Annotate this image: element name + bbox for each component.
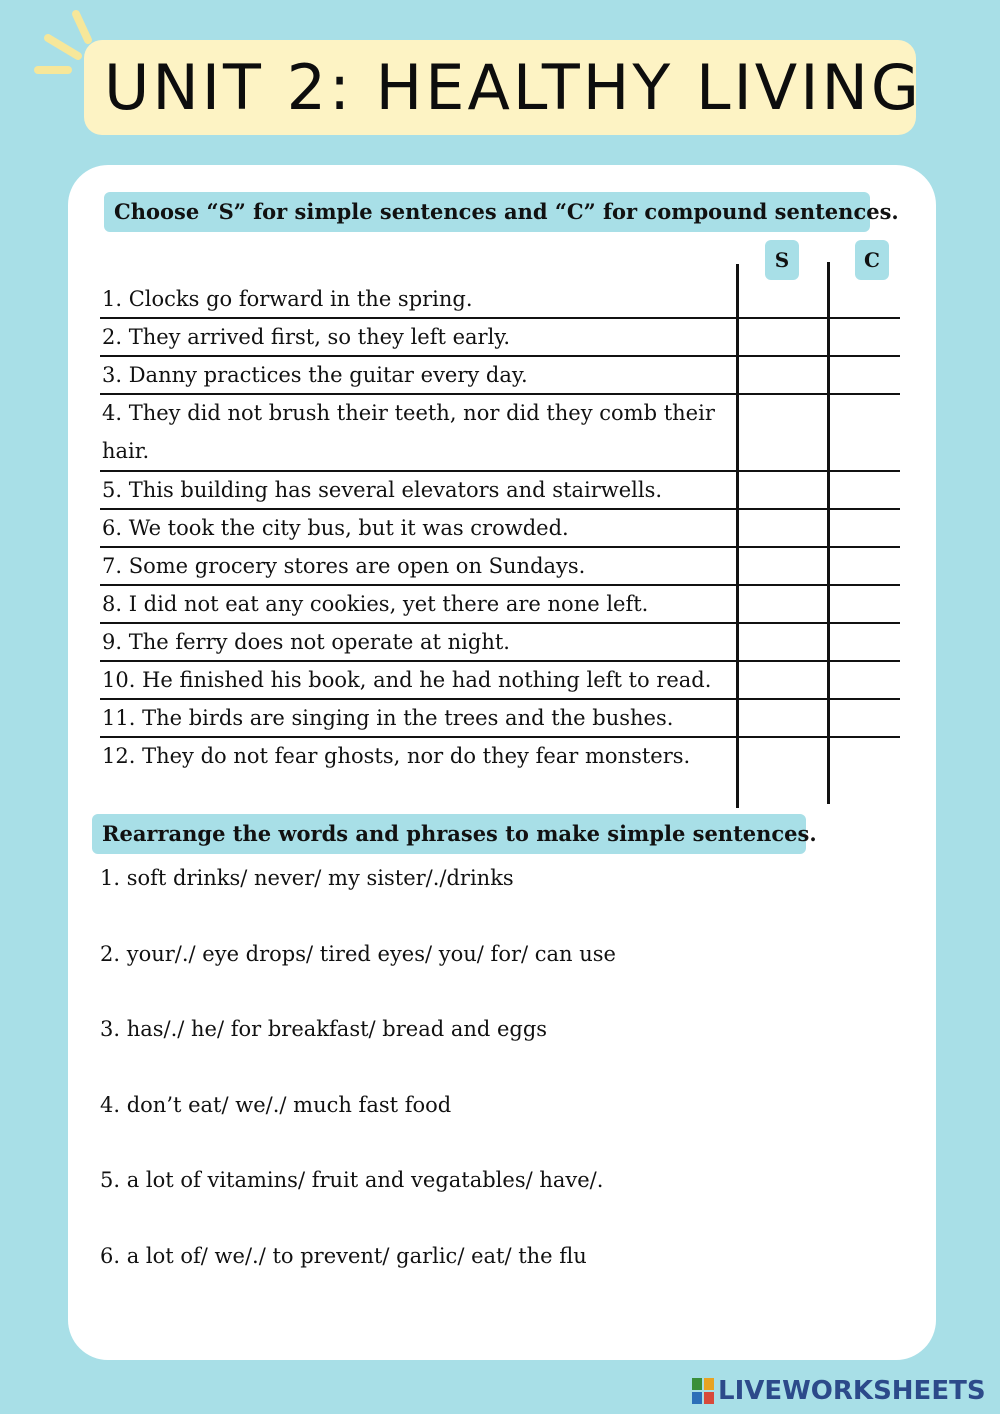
- sentence-text: 12. They do not fear ghosts, nor do they fear monsters.: [102, 744, 691, 768]
- list-item: 5. a lot of vitamins/ fruit and vegatables/ have/.: [100, 1168, 604, 1192]
- table-row: [100, 738, 900, 774]
- sentence-text: 1. Clocks go forward in the spring.: [102, 287, 473, 311]
- sentence-text: 8. I did not eat any cookies, yet there are none left.: [102, 592, 649, 616]
- sentence-table: [100, 281, 900, 774]
- list-item: 3. has/./ he/ for breakfast/ bread and eggs: [100, 1017, 548, 1041]
- sentence-text: 5. This building has several elevators and stairwells.: [102, 478, 663, 502]
- table-row: [100, 395, 900, 472]
- sentence-text: 11. The birds are singing in the trees and the bushes.: [102, 706, 674, 730]
- table-row: [100, 700, 900, 738]
- list-item: 4. don’t eat/ we/./ much fast food: [100, 1092, 452, 1117]
- sentence-text: 6. We took the city bus, but it was crowded.: [102, 516, 569, 540]
- sentence-text: 10. He finished his book, and he had nothing left to read.: [102, 668, 712, 692]
- sentence-text: 2. They arrived first, so they left early.: [102, 325, 511, 349]
- table-row: [100, 281, 900, 319]
- table-row: [100, 662, 900, 700]
- list-item: 2. your/./ eye drops/ tired eyes/ you/ for/ can use: [100, 941, 616, 966]
- sentence-text: 3. Danny practices the guitar every day.: [102, 363, 528, 387]
- sentence-text: 7. Some grocery stores are open on Sundays.: [102, 554, 586, 578]
- section2-instruction: Rearrange the words and phrases to make simple sentences.: [92, 814, 806, 854]
- table-row: [100, 586, 900, 624]
- table-row: [100, 357, 900, 395]
- table-row: [100, 319, 900, 357]
- liveworksheets-logo-icon: [692, 1378, 714, 1404]
- table-row: [100, 472, 900, 510]
- table-row: [100, 548, 900, 586]
- list-item: 6. a lot of/ we/./ to prevent/ garlic/ eat/ the flu: [100, 1243, 587, 1268]
- column-header-compound: C: [855, 240, 889, 280]
- section1-instruction: Choose “S” for simple sentences and “C” for compound sentences.: [104, 192, 870, 232]
- sentence-text: 9. The ferry does not operate at night.: [102, 630, 510, 654]
- brand-name: LIVEWORKSHEETS: [718, 1376, 986, 1406]
- rearrange-list: [100, 860, 900, 1313]
- title-banner: [84, 40, 922, 135]
- footer-brand: [692, 1374, 986, 1408]
- table-row: [100, 624, 900, 662]
- sentence-text: 4. They did not brush their teeth, nor did they comb their hair.: [102, 401, 715, 463]
- page-title: UNIT 2: HEALTHY LIVING: [104, 51, 922, 124]
- column-header-simple: S: [765, 240, 799, 280]
- list-item: 1. soft drinks/ never/ my sister/./drinks: [100, 866, 514, 890]
- table-row: [100, 510, 900, 548]
